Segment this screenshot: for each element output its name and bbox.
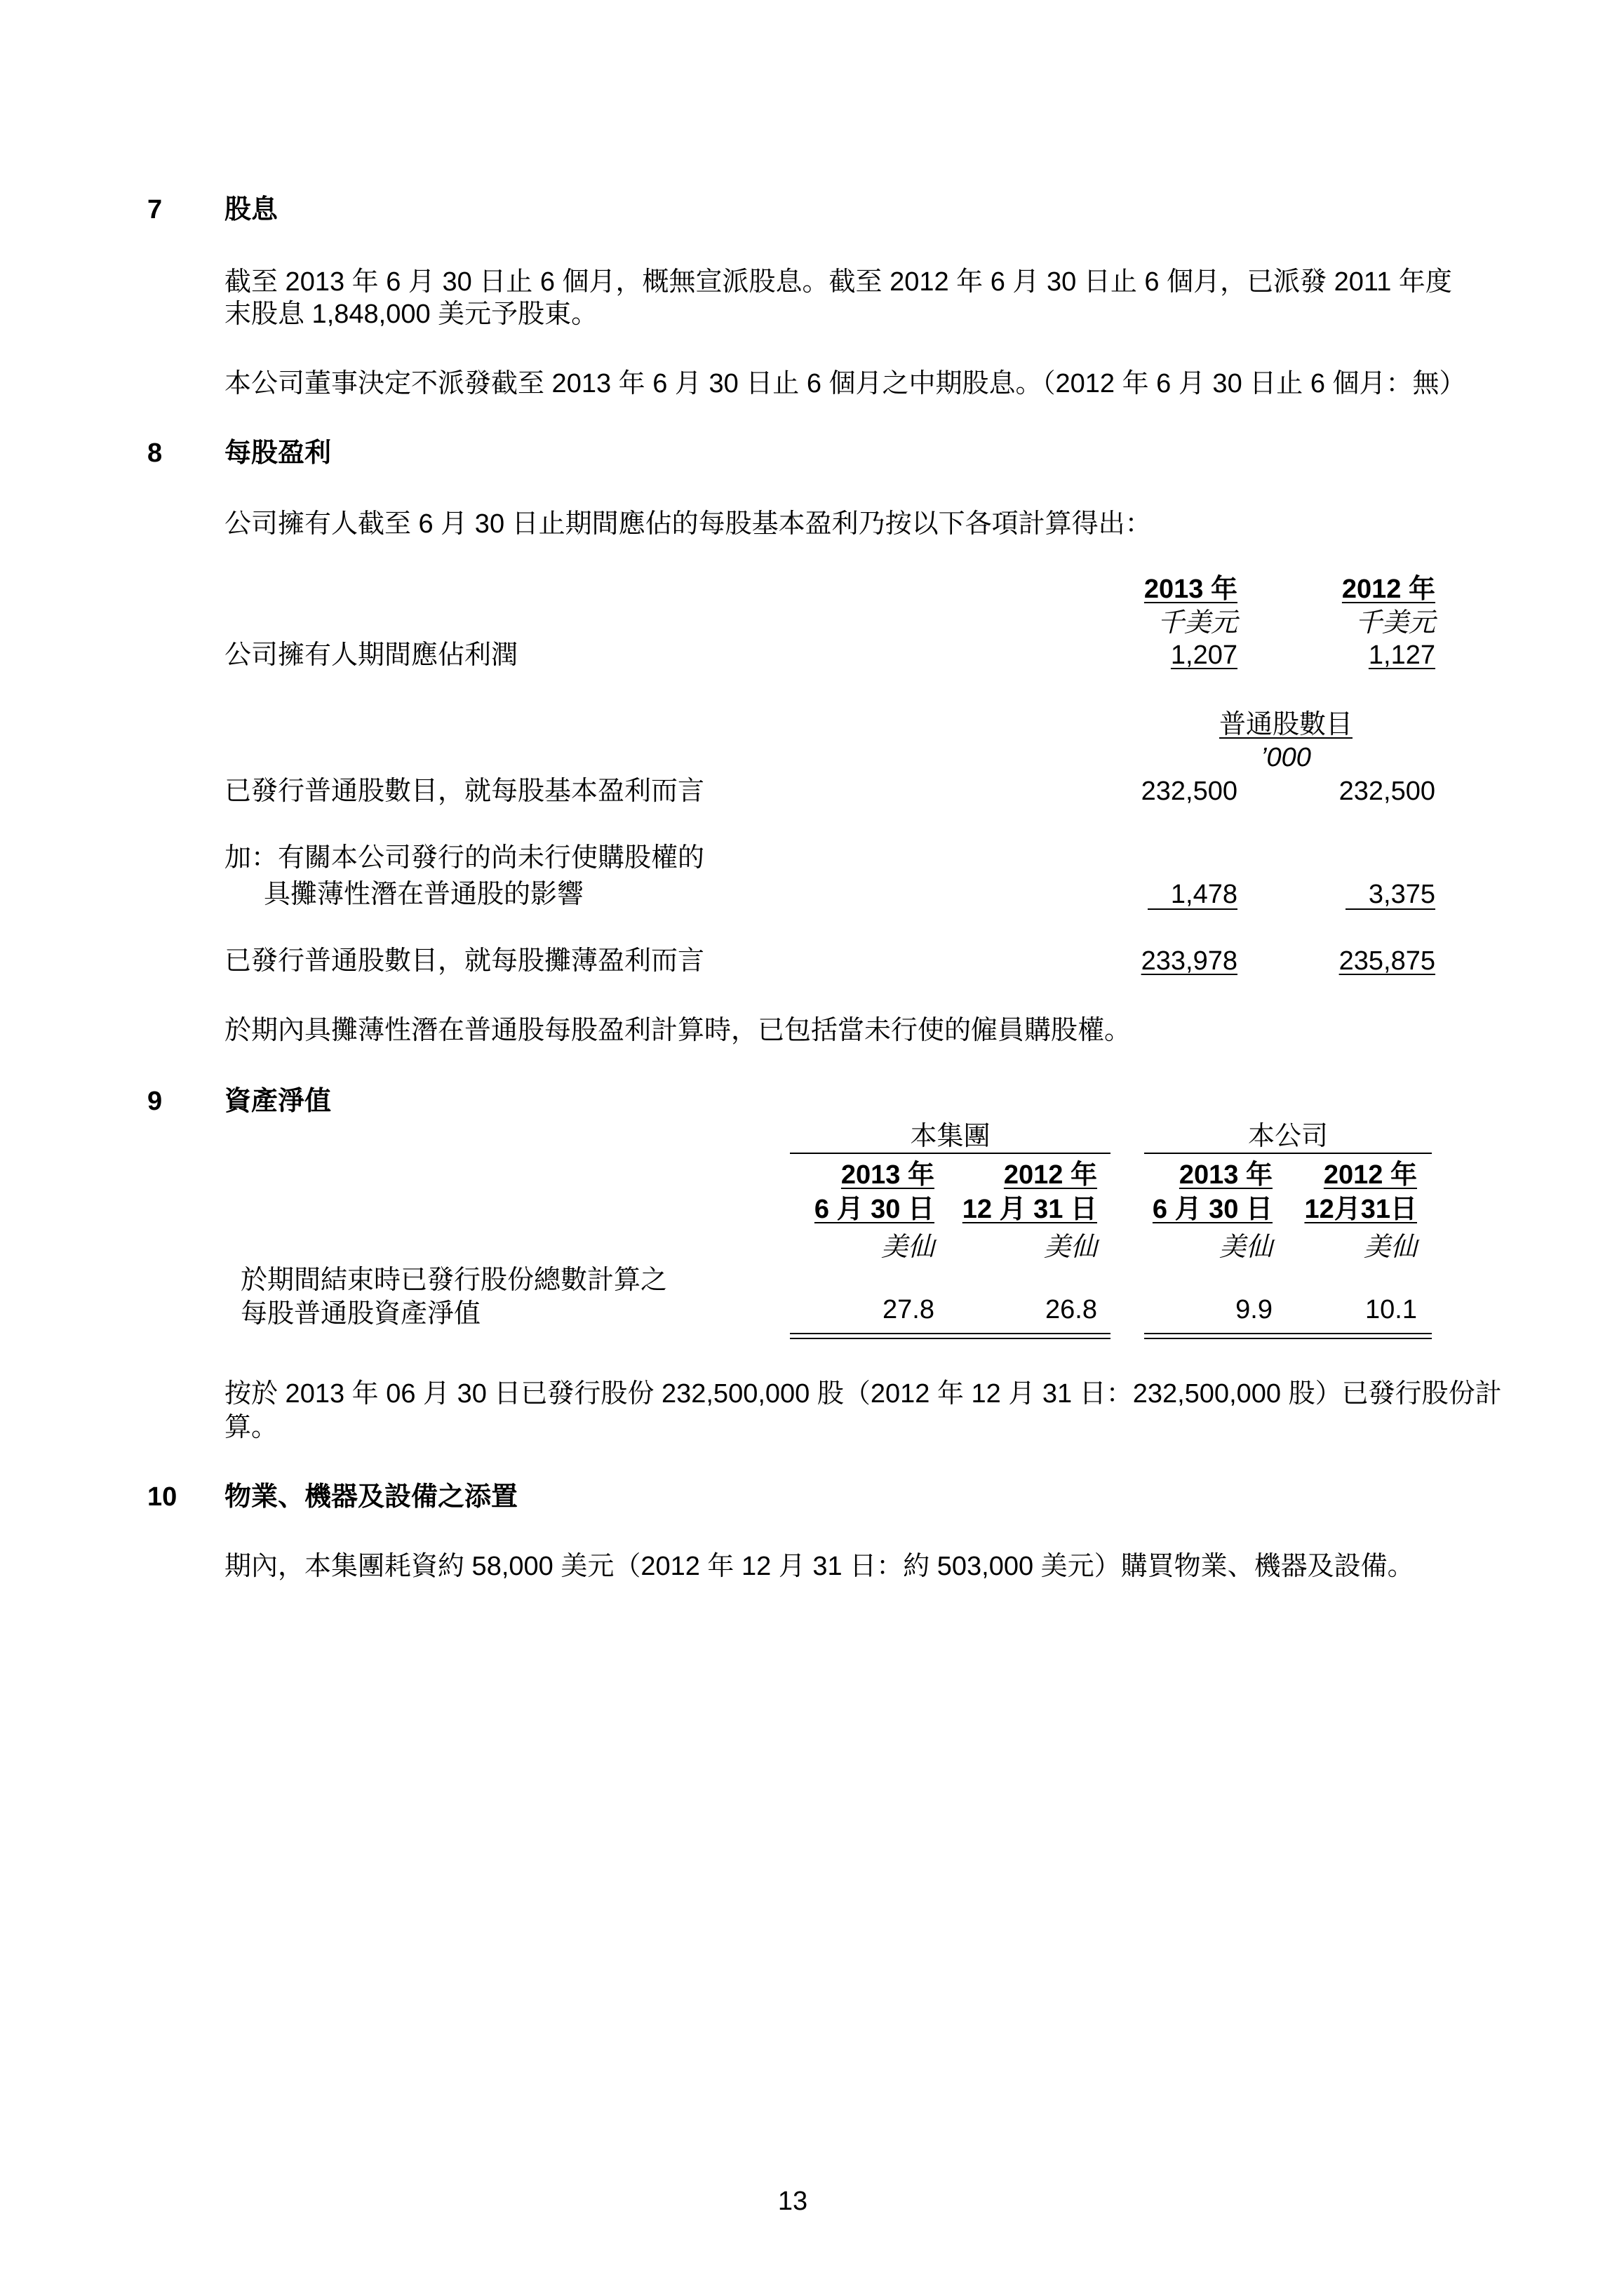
profit-row-value-2012: 1,127 (1368, 640, 1435, 670)
basic-shares-row-label: 已發行普通股數目，就每股基本盈利而言 (224, 777, 705, 806)
eps-unit-2012: 千美元 (1355, 608, 1435, 638)
group-double-underline (790, 1333, 1110, 1339)
diluted-shares-value-2012: 235,875 (1338, 946, 1435, 976)
group-header-group: 本集團 (790, 1122, 1110, 1154)
section-10-text: 期內，本集團耗資約 58,000 美元（2012 年 12 月 31 日：約 503,000 美元）購買物業、機器及設備。 (224, 1552, 1414, 1581)
section-9-note-line-1: 按於 2013 年 06 月 30 日已發行股份 232,500,000 股（2012 年 12 月 31 日：232,500,000 股）已發行股份計 (224, 1379, 1502, 1409)
basic-shares-value-2012: 232,500 (1338, 777, 1435, 806)
nav-column-2-year: 2012 年 (1003, 1160, 1097, 1190)
dilution-row-value-2013: 1,478 (1148, 880, 1237, 910)
section-8-note: 於期內具攤薄性潛在普通股每股盈利計算時，已包括當未行使的僱員購股權。 (224, 1016, 1132, 1045)
section-8-title: 每股盈利 (224, 438, 332, 468)
nav-row-label-line-1: 於期間結束時已發行股份總數計算之 (241, 1266, 668, 1295)
group-header-company: 本公司 (1144, 1122, 1432, 1154)
eps-column-header-2013: 2013 年 (1143, 575, 1237, 604)
section-10-title: 物業、機器及設備之添置 (224, 1482, 518, 1512)
section-9-number: 9 (147, 1087, 163, 1116)
section-7-paragraph-1-line-1: 截至 2013 年 6 月 30 日止 6 個月，概無宣派股息。截至 2012 年 6 月 30 日止 6 個月，已派發 2011 年度 (224, 267, 1452, 297)
section-8-intro: 公司擁有人截至 6 月 30 日止期間應佔的每股基本盈利乃按以下各項計算得出： (224, 509, 1152, 539)
nav-column-2-date: 12 月 31 日 (962, 1195, 1097, 1224)
dilution-row-label-line-2: 具攤薄性潛在普通股的影響 (264, 880, 584, 909)
eps-unit-2013: 千美元 (1157, 608, 1237, 638)
nav-value-company-2012: 10.1 (1365, 1295, 1417, 1324)
nav-column-3-year: 2013 年 (1179, 1160, 1273, 1190)
profit-row-value-2013: 1,207 (1170, 640, 1237, 670)
diluted-shares-row-label: 已發行普通股數目，就每股攤薄盈利而言 (224, 946, 705, 976)
dilution-row-value-2012-cell (1345, 880, 1435, 910)
nav-value-company-2013: 9.9 (1235, 1295, 1273, 1324)
nav-column-2-unit: 美仙 (1043, 1233, 1097, 1262)
shares-heading: 普通股數目 (1219, 710, 1353, 739)
nav-column-3-date: 6 月 30 日 (1152, 1195, 1273, 1224)
profit-row-label: 公司擁有人期間應佔利潤 (224, 640, 518, 670)
section-7-title: 股息 (224, 195, 279, 224)
section-7-number: 7 (147, 195, 163, 224)
eps-column-header-2012: 2012 年 (1341, 575, 1435, 604)
dilution-row-label-line-1: 加：有關本公司發行的尚未行使購股權的 (224, 843, 705, 873)
nav-value-group-2012: 26.8 (1045, 1295, 1097, 1324)
dilution-row-value-2013-cell (1148, 880, 1237, 910)
company-double-underline (1144, 1333, 1432, 1339)
section-7-paragraph-1-line-2: 末股息 1,848,000 美元予股東。 (224, 300, 598, 329)
nav-value-group-2013: 27.8 (883, 1295, 934, 1324)
section-8-number: 8 (147, 438, 163, 468)
nav-column-1-unit: 美仙 (880, 1233, 934, 1262)
nav-column-4-year: 2012 年 (1323, 1160, 1417, 1190)
section-7-paragraph-2: 本公司董事決定不派發截至 2013 年 6 月 30 日止 6 個月之中期股息。（2012 年 6 月 30 日止 6 個月：無） (224, 369, 1466, 398)
section-10-number: 10 (147, 1482, 177, 1512)
nav-column-4-date: 12月31日 (1304, 1195, 1417, 1224)
page-number: 13 (777, 2187, 808, 2216)
shares-unit: ’000 (1261, 743, 1311, 772)
nav-column-4-unit: 美仙 (1363, 1233, 1417, 1262)
nav-row-label-line-2: 每股普通股資產淨值 (241, 1299, 481, 1329)
nav-column-3-unit: 美仙 (1219, 1233, 1273, 1262)
nav-column-1-year: 2013 年 (840, 1160, 934, 1190)
basic-shares-value-2013: 232,500 (1141, 777, 1237, 806)
dilution-row-value-2012: 3,375 (1345, 880, 1435, 910)
diluted-shares-value-2013: 233,978 (1141, 946, 1237, 976)
section-9-title: 資產淨值 (224, 1087, 332, 1116)
nav-column-1-date: 6 月 30 日 (814, 1195, 934, 1224)
section-9-note-line-2: 算。 (224, 1413, 279, 1442)
